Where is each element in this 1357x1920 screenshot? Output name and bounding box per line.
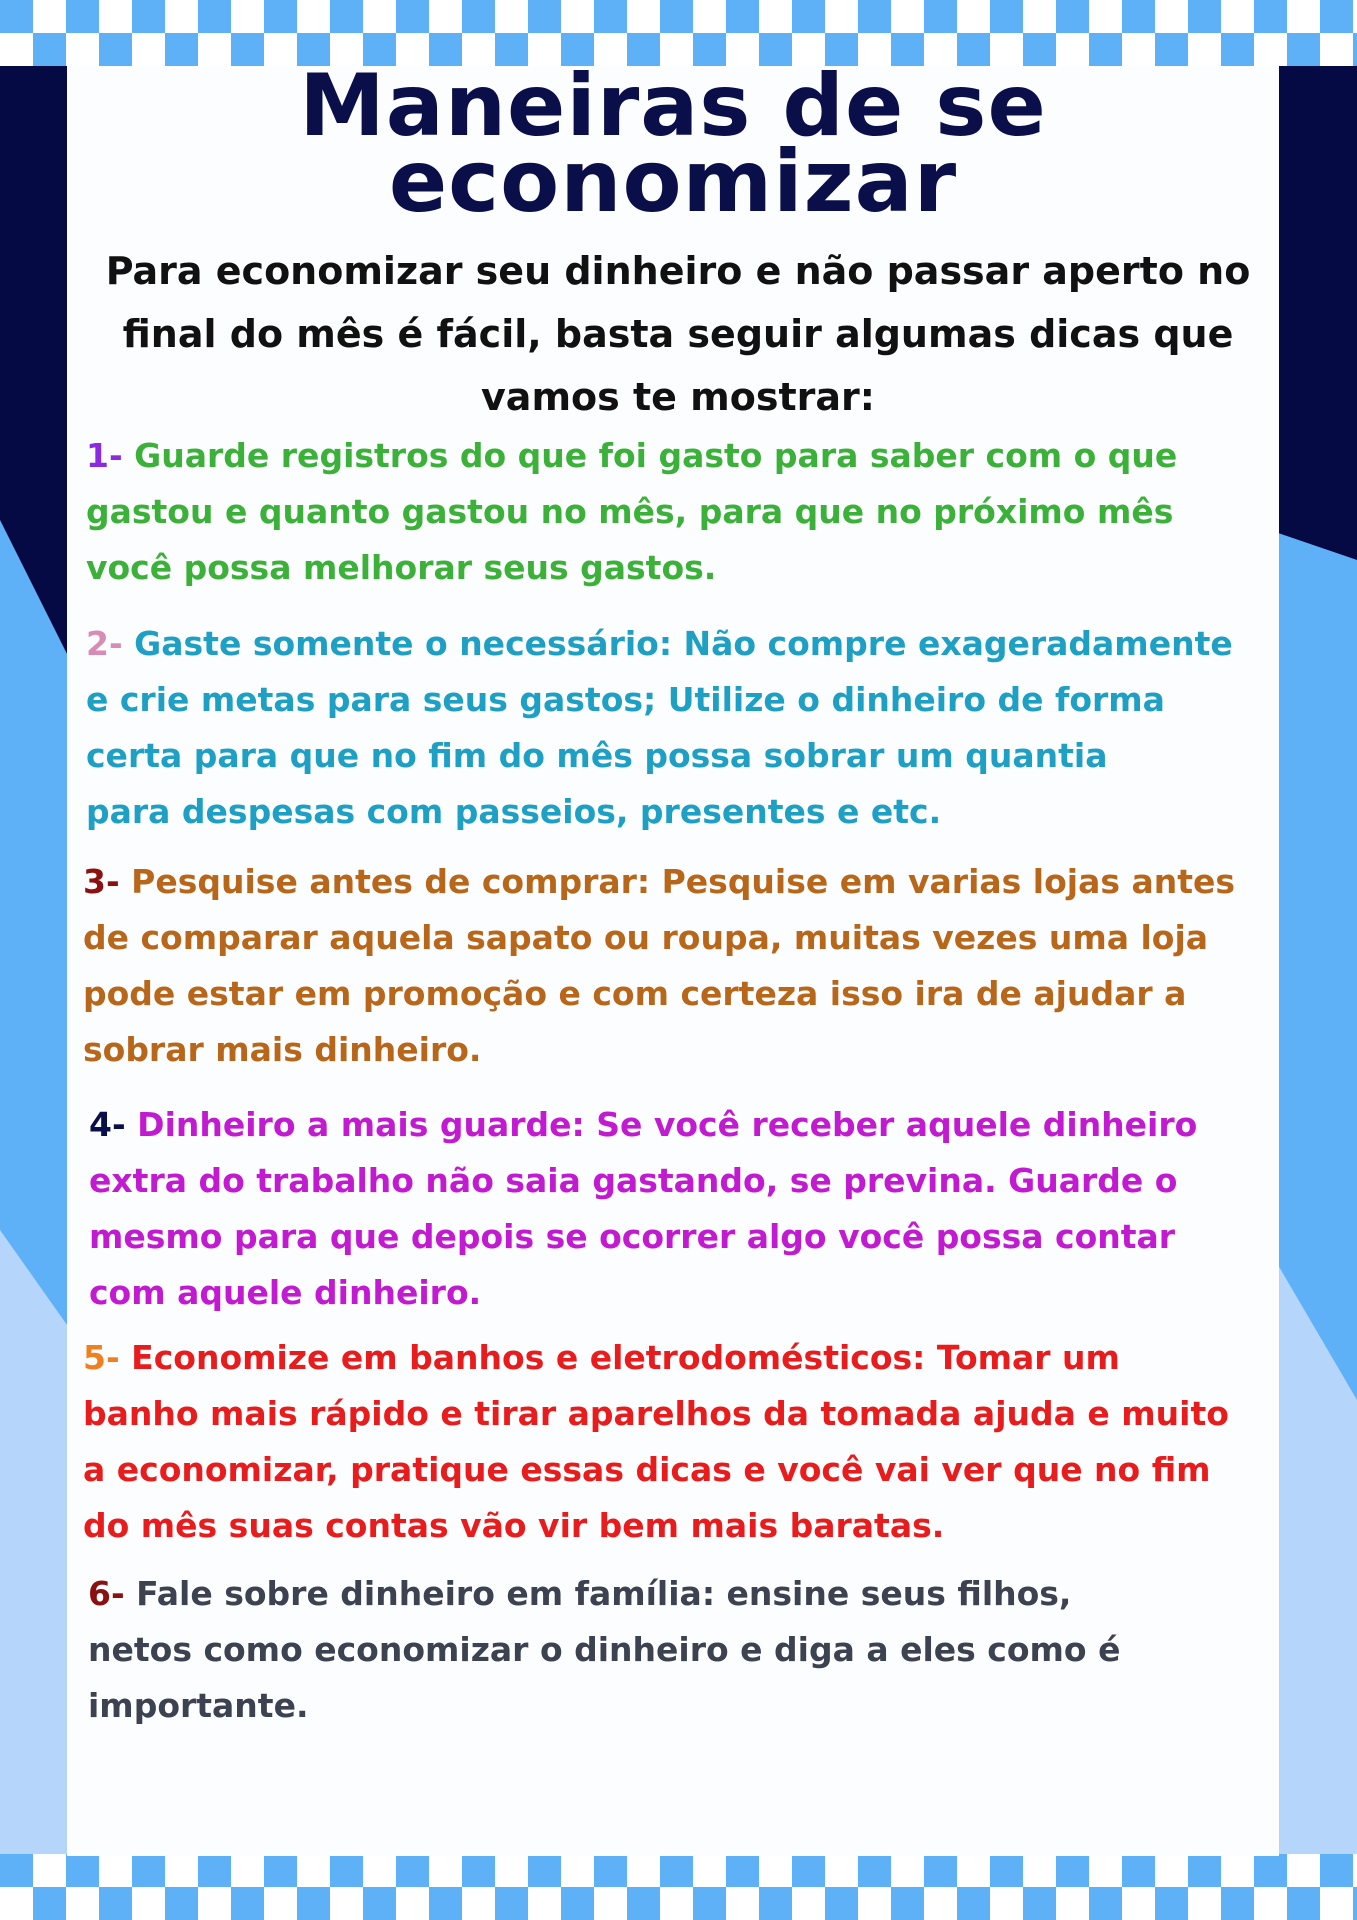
title-line-1: Maneiras de se	[299, 56, 1047, 156]
bottom-checker-cell	[363, 1854, 396, 1887]
bottom-checker-cell	[1056, 1854, 1089, 1887]
top-checker-cell	[198, 0, 231, 33]
tip-6-line-3: importante.	[88, 1686, 309, 1725]
tip-6	[88, 1566, 1120, 1734]
bottom-checker-cell	[132, 1887, 165, 1920]
bottom-checker-cell	[0, 1854, 33, 1887]
bottom-checker-cell	[396, 1887, 429, 1920]
bottom-checker-cell	[1221, 1854, 1254, 1887]
top-checker-cell	[165, 0, 198, 33]
tip-2-line-2: e crie metas para seus gastos; Utilize o dinheiro de forma	[86, 680, 1165, 719]
top-checker-cell	[1353, 0, 1357, 33]
bottom-checker-cell	[198, 1887, 231, 1920]
top-checker-cell	[99, 33, 132, 66]
top-checker-cell	[1056, 0, 1089, 33]
bottom-checker-cell	[330, 1887, 363, 1920]
tip-3-number: 3-	[83, 862, 120, 901]
bottom-checker-cell	[1254, 1887, 1287, 1920]
top-checker-cell	[1155, 33, 1188, 66]
tip-5-line-2: banho mais rápido e tirar aparelhos da tomada ajuda e muito	[83, 1394, 1229, 1433]
bottom-checker-cell	[561, 1887, 594, 1920]
tip-2-line-4: para despesas com passeios, presentes e etc.	[86, 792, 942, 831]
bottom-checker-cell	[264, 1854, 297, 1887]
bottom-checker-cell	[1023, 1887, 1056, 1920]
bottom-checker-cell	[297, 1854, 330, 1887]
bottom-checker-cell	[1089, 1887, 1122, 1920]
tip-3-line-3: pode estar em promoção e com certeza isso ira de ajudar a	[83, 974, 1187, 1013]
top-checker-cell	[759, 0, 792, 33]
bottom-checker-cell	[891, 1887, 924, 1920]
bottom-checker-cell	[1155, 1887, 1188, 1920]
bottom-checker-cell	[429, 1887, 462, 1920]
top-checker-cell	[495, 0, 528, 33]
bottom-checker-cell	[594, 1887, 627, 1920]
top-checker-cell	[165, 33, 198, 66]
top-checker-cell	[660, 0, 693, 33]
bottom-checker-cell	[759, 1887, 792, 1920]
tip-1	[86, 428, 1177, 596]
tip-6-line-1: Fale sobre dinheiro em família: ensine seus filhos,	[136, 1574, 1072, 1613]
top-checker-cell	[1353, 33, 1357, 66]
top-checker-cell	[561, 0, 594, 33]
tip-5	[83, 1330, 1229, 1554]
bottom-checker-cell	[924, 1887, 957, 1920]
bottom-checker-cell	[132, 1854, 165, 1887]
bottom-checker-cell	[1254, 1854, 1287, 1887]
top-checker-cell	[0, 0, 33, 33]
top-checker-cell	[264, 33, 297, 66]
top-checker-cell	[132, 0, 165, 33]
bottom-checker-strip	[0, 1854, 1357, 1920]
bottom-checker-cell	[957, 1854, 990, 1887]
top-checker-cell	[1122, 33, 1155, 66]
bottom-checker-cell	[957, 1887, 990, 1920]
tip-5-line-1: Economize em banhos e eletrodomésticos: Tomar um	[131, 1338, 1120, 1377]
bottom-checker-cell	[924, 1854, 957, 1887]
tip-1-line-2: gastou e quanto gastou no mês, para que no próximo mês	[86, 492, 1174, 531]
intro-line-1: Para economizar seu dinheiro e não passar aperto no	[105, 249, 1251, 293]
bottom-checker-cell	[165, 1854, 198, 1887]
top-checker-cell	[825, 0, 858, 33]
bottom-checker-cell	[495, 1887, 528, 1920]
tip-4-line-3: mesmo para que depois se ocorrer algo você possa contar	[89, 1217, 1176, 1256]
top-checker-cell	[1287, 0, 1320, 33]
tip-1-line-1: Guarde registros do que foi gasto para saber com o que	[134, 436, 1178, 475]
tip-4-line-1: Dinheiro a mais guarde: Se você receber aquele dinheiro	[137, 1105, 1198, 1144]
bottom-checker-cell	[330, 1854, 363, 1887]
tip-2	[86, 616, 1233, 840]
bottom-checker-cell	[264, 1887, 297, 1920]
bottom-checker-cell	[1056, 1887, 1089, 1920]
page-title	[67, 56, 1279, 232]
top-checker-cell	[264, 0, 297, 33]
top-checker-cell	[1089, 33, 1122, 66]
top-checker-cell	[1023, 0, 1056, 33]
bottom-checker-cell	[891, 1854, 924, 1887]
top-checker-cell	[66, 0, 99, 33]
tip-5-line-4: do mês suas contas vão vir bem mais baratas.	[83, 1506, 945, 1545]
bottom-checker-cell	[1089, 1854, 1122, 1887]
bottom-checker-cell	[66, 1854, 99, 1887]
bottom-checker-cell	[363, 1887, 396, 1920]
top-checker-cell	[627, 0, 660, 33]
top-checker-cell	[429, 0, 462, 33]
intro-line-2: final do mês é fácil, basta seguir algumas dicas que	[122, 312, 1234, 356]
bottom-checker-cell	[1122, 1854, 1155, 1887]
bottom-checker-cell	[660, 1854, 693, 1887]
intro-line-3: vamos te mostrar:	[481, 375, 875, 419]
bottom-checker-cell	[429, 1854, 462, 1887]
tip-3-line-4: sobrar mais dinheiro.	[83, 1030, 482, 1069]
tip-2-number: 2-	[86, 624, 123, 663]
top-checker-cell	[132, 33, 165, 66]
top-checker-cell	[1320, 33, 1353, 66]
top-checker-cell	[1155, 0, 1188, 33]
top-checker-cell	[198, 33, 231, 66]
top-checker-cell	[66, 33, 99, 66]
bottom-checker-cell	[594, 1854, 627, 1887]
top-checker-cell	[594, 0, 627, 33]
bottom-checker-cell	[495, 1854, 528, 1887]
top-checker-cell	[0, 33, 33, 66]
bottom-checker-cell	[990, 1887, 1023, 1920]
bottom-checker-cell	[726, 1887, 759, 1920]
top-checker-cell	[693, 0, 726, 33]
top-checker-cell	[363, 0, 396, 33]
tip-5-line-3: a economizar, pratique essas dicas e você vai ver que no fim	[83, 1450, 1211, 1489]
bottom-checker-cell	[660, 1887, 693, 1920]
bottom-checker-cell	[990, 1854, 1023, 1887]
bottom-checker-cell	[1320, 1854, 1353, 1887]
bottom-checker-cell	[825, 1887, 858, 1920]
bottom-checker-cell	[297, 1887, 330, 1920]
top-checker-cell	[792, 0, 825, 33]
tip-4-line-2: extra do trabalho não saia gastando, se previna. Guarde o	[89, 1161, 1178, 1200]
bottom-checker-cell	[759, 1854, 792, 1887]
bottom-checker-cell	[33, 1854, 66, 1887]
top-checker-cell	[1188, 0, 1221, 33]
bottom-checker-cell	[231, 1854, 264, 1887]
top-checker-cell	[330, 0, 363, 33]
top-checker-cell	[462, 0, 495, 33]
tip-1-number: 1-	[86, 436, 123, 475]
bottom-checker-cell	[462, 1887, 495, 1920]
bottom-checker-cell	[1320, 1887, 1353, 1920]
bottom-checker-cell	[198, 1854, 231, 1887]
top-checker-cell	[1188, 33, 1221, 66]
tip-6-line-2: netos como economizar o dinheiro e diga a eles como é	[88, 1630, 1121, 1669]
top-checker-cell	[1122, 0, 1155, 33]
top-checker-cell	[1320, 0, 1353, 33]
bottom-checker-cell	[792, 1854, 825, 1887]
tip-3	[83, 854, 1235, 1078]
bottom-checker-cell	[33, 1887, 66, 1920]
title-line-2: economizar	[388, 132, 958, 232]
top-checker-cell	[1221, 0, 1254, 33]
tip-6-number: 6-	[88, 1574, 125, 1613]
top-checker-cell	[726, 0, 759, 33]
bottom-checker-cell	[165, 1887, 198, 1920]
tip-3-line-1: Pesquise antes de comprar: Pesquise em varias lojas antes	[131, 862, 1236, 901]
bottom-checker-cell	[1221, 1887, 1254, 1920]
bottom-checker-cell	[561, 1854, 594, 1887]
top-checker-cell	[1056, 33, 1089, 66]
bottom-checker-cell	[627, 1854, 660, 1887]
top-checker-cell	[396, 0, 429, 33]
top-checker-cell	[1089, 0, 1122, 33]
bottom-checker-cell	[66, 1887, 99, 1920]
tip-2-line-3: certa para que no fim do mês possa sobrar um quantia	[86, 736, 1108, 775]
tip-5-number: 5-	[83, 1338, 120, 1377]
top-checker-cell	[858, 0, 891, 33]
top-checker-cell	[924, 0, 957, 33]
bottom-checker-cell	[1188, 1854, 1221, 1887]
tip-4-line-4: com aquele dinheiro.	[89, 1273, 482, 1312]
bottom-checker-cell	[99, 1854, 132, 1887]
bottom-checker-cell	[1188, 1887, 1221, 1920]
bottom-checker-cell	[1287, 1854, 1320, 1887]
bottom-checker-cell	[99, 1887, 132, 1920]
top-checker-cell	[99, 0, 132, 33]
top-checker-cell	[33, 0, 66, 33]
bottom-checker-cell	[396, 1854, 429, 1887]
bottom-checker-cell	[726, 1854, 759, 1887]
intro-paragraph	[90, 240, 1266, 429]
top-checker-cell	[1254, 0, 1287, 33]
top-checker-cell	[1221, 33, 1254, 66]
top-checker-cell	[891, 0, 924, 33]
bottom-checker-cell	[528, 1887, 561, 1920]
top-checker-cell	[231, 33, 264, 66]
tip-4-number: 4-	[89, 1105, 126, 1144]
bottom-checker-cell	[0, 1887, 33, 1920]
top-checker-cell	[33, 33, 66, 66]
bottom-checker-cell	[858, 1887, 891, 1920]
tip-3-line-2: de comparar aquela sapato ou roupa, muitas vezes uma loja	[83, 918, 1209, 957]
bottom-checker-cell	[462, 1854, 495, 1887]
top-checker-cell	[231, 0, 264, 33]
tip-4	[89, 1097, 1197, 1321]
bottom-checker-cell	[693, 1854, 726, 1887]
bottom-checker-cell	[1155, 1854, 1188, 1887]
bottom-checker-cell	[693, 1887, 726, 1920]
top-checker-cell	[957, 0, 990, 33]
bottom-checker-cell	[1023, 1854, 1056, 1887]
bottom-checker-cell	[792, 1887, 825, 1920]
top-checker-cell	[990, 0, 1023, 33]
tip-1-line-3: você possa melhorar seus gastos.	[86, 548, 717, 587]
bottom-checker-cell	[627, 1887, 660, 1920]
top-checker-cell	[1287, 33, 1320, 66]
bottom-checker-cell	[858, 1854, 891, 1887]
bottom-checker-cell	[528, 1854, 561, 1887]
bottom-checker-cell	[825, 1854, 858, 1887]
bottom-checker-cell	[1353, 1854, 1357, 1887]
top-checker-cell	[297, 0, 330, 33]
top-checker-cell	[1254, 33, 1287, 66]
bottom-checker-cell	[231, 1887, 264, 1920]
top-checker-cell	[528, 0, 561, 33]
bottom-checker-cell	[1122, 1887, 1155, 1920]
bottom-checker-cell	[1287, 1887, 1320, 1920]
bottom-checker-cell	[1353, 1887, 1357, 1920]
tip-2-line-1: Gaste somente o necessário: Não compre exageradamente	[134, 624, 1233, 663]
